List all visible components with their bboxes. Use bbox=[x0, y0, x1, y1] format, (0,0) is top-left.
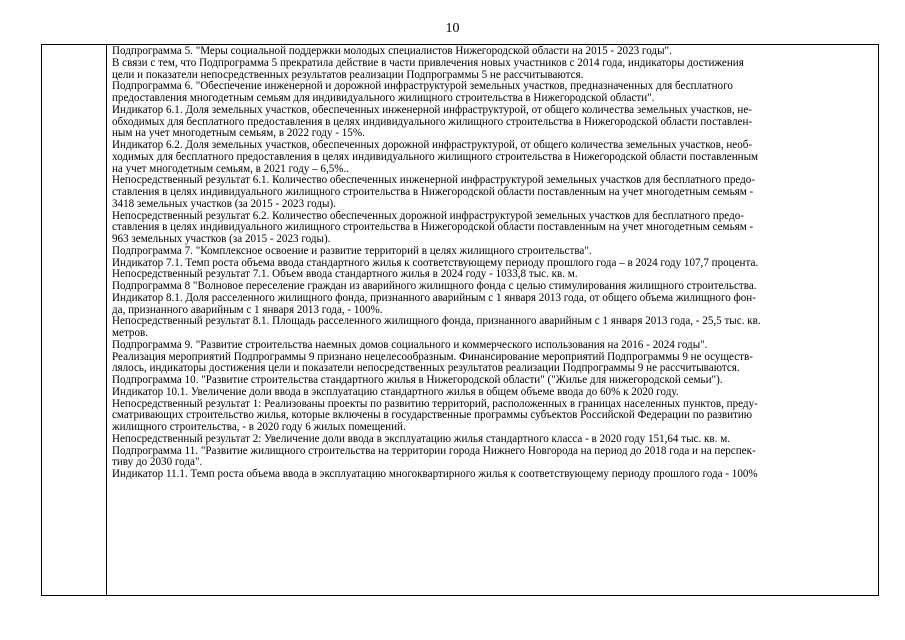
text-line: Подпрограмма 9. "Развитие строительства наемных домов социального и коммерческого использования на 2016 - 2024 годы". bbox=[112, 338, 708, 351]
text-line: Непосредственный результат 1: Реализованы проекты по развитию территорий, расположенных в границах населенных пунктов, преду- bbox=[112, 397, 758, 410]
text-line: Индикатор 8.1. Доля расселенного жилищного фонда, признанного аварийным с 1 января 2013 года, от общего объема жилищного фон- bbox=[112, 291, 756, 304]
text-line: Подпрограмма 5. "Меры социальной поддержки молодых специалистов Нижегородской области на 2015 - 2023 годы". bbox=[112, 45, 672, 57]
text-line: обходимых для бесплатного предоставления в целях индивидуального жилищного строительства в Нижегородской области поставлен- bbox=[112, 115, 753, 128]
paragraph bbox=[112, 375, 876, 387]
text-line: Подпрограмма 6. "Обеспечение инженерной и дорожной инфраструктурой земельных участков, предназначенных для бесплатного bbox=[112, 80, 733, 93]
text-line: Реализация мероприятий Подпрограммы 9 признано нецелесообразным. Финансирование мероприятий Подпрограммы 9 не осуществ- bbox=[112, 350, 753, 363]
paragraph bbox=[112, 340, 876, 352]
text-line: тиву до 2030 года". bbox=[112, 456, 203, 469]
text-line: ходимых для бесплатного предоставления в целях индивидуального жилищного строительства в Нижегородской области поставленным bbox=[112, 150, 759, 163]
text-line: Непосредственный результат 7.1. Объем ввода стандартного жилья в 2024 году - 1033,8 тыс. кв. м. bbox=[112, 268, 578, 281]
text-line: Непосредственный результат 8.1. Площадь расселенного жилищного фонда, признанного аварийным с 1 января 2013 года, - 25,5 тыс. кв. bbox=[112, 315, 761, 328]
text-line: сматривающих строительство жилья, которые включены в государственные программы субъектов Российской Федерации по развитию bbox=[112, 409, 753, 422]
paragraph bbox=[112, 446, 876, 470]
paragraph bbox=[112, 434, 876, 446]
text-line: Индикатор 6.1. Доля земельных участков, обеспеченных инженерной инфраструктурой, от общего количества земельных участков, не- bbox=[112, 103, 752, 116]
text-line: Индикатор 6.2. Доля земельных участков, обеспеченных дорожной инфраструктурой, от общего количества земельных участков, необ- bbox=[112, 139, 753, 151]
paragraph bbox=[112, 81, 876, 105]
page-number: 10 bbox=[445, 21, 460, 36]
text-line: Индикатор 10.1. Увеличение доли ввода в эксплуатацию стандартного жилья в общем объеме ввода до 60% к 2020 году. bbox=[112, 385, 679, 398]
paragraph bbox=[112, 105, 876, 140]
text-line: ставления в целях индивидуального жилищного строительства в Нижегородской области поставленным на учет многодетным семьям - bbox=[112, 221, 754, 234]
paragraph bbox=[112, 352, 876, 376]
text-line: В связи с тем, что Подпрограмма 5 прекратила действие в части привлечения новых участников с 2014 года, индикаторы достижения bbox=[112, 56, 744, 69]
table-content-cell bbox=[112, 46, 876, 481]
paragraph bbox=[112, 399, 876, 434]
text-line: Подпрограмма 7. "Комплексное освоение и развитие территорий в целях жилищного строительства". bbox=[112, 244, 592, 257]
text-line: Непосредственный результат 2: Увеличение доли ввода в эксплуатацию жилья стандартного класса - в 2020 году 151,64 тыс. кв. м. bbox=[112, 432, 730, 445]
paragraph bbox=[112, 211, 876, 246]
text-line: ставления в целях индивидуального жилищного строительства в Нижегородской области поставленным на учет многодетным семьям - bbox=[112, 186, 754, 198]
paragraph bbox=[112, 46, 876, 58]
text-line: предоставления многодетным семьям для индивидуального жилищного строительства в Нижегородской области". bbox=[112, 92, 655, 104]
text-line: Индикатор 11.1. Темп роста объема ввода в эксплуатацию многоквартирного жилья к соответствующему периоду прошлого года - 100% bbox=[112, 468, 758, 480]
table-left-column bbox=[42, 45, 107, 595]
text-line: 963 земельных участков (за 2015 - 2023 годы). bbox=[112, 233, 331, 245]
text-line: цели и показатели непосредственных результатов реализации Подпрограммы 5 не рассчитываются. bbox=[112, 68, 584, 81]
text-line: Подпрограмма 8 "Волновое переселение граждан из аварийного жилищного фонда с целью стимулирования жилищного строительства. bbox=[112, 280, 757, 292]
text-line: Индикатор 7.1. Темп роста объема ввода стандартного жилья к соответствующему периоду прошлого года – в 2024 году 107,7 процента. bbox=[112, 256, 759, 269]
text-line: метров. bbox=[112, 327, 149, 339]
paragraph bbox=[112, 140, 876, 175]
paragraph bbox=[112, 246, 876, 258]
text-line: ным на учет многодетным семьям, в 2022 году - 15%. bbox=[112, 127, 365, 140]
text-line: лялось, индикаторы достижения цели и показатели непосредственных результатов реализации Подпрограммы 9 не рассчитываются. bbox=[112, 362, 740, 375]
text-line: Подпрограмма 11. "Развитие жилищного строительства на территории города Нижнего Новгорода на период до 2018 года и на перспек- bbox=[112, 444, 756, 457]
paragraph bbox=[112, 281, 876, 293]
paragraph bbox=[112, 58, 876, 82]
text-line: да, признанного аварийным с 1 января 2013 года, - 100%. bbox=[112, 303, 383, 316]
paragraph bbox=[112, 316, 876, 340]
text-line: Подпрограмма 10. "Развитие строительства стандартного жилья в Нижегородской области" ("Жилье для нижегородской семьи"). bbox=[112, 374, 723, 386]
paragraph bbox=[112, 293, 876, 317]
paragraph bbox=[112, 469, 876, 481]
text-line: на учет многодетным семьям, в 2021 году – 6,5%.. bbox=[112, 162, 350, 175]
text-line: Непосредственный результат 6.1. Количество обеспеченных инженерной инфраструктурой земельных участков для бесплатного предо- bbox=[112, 174, 756, 187]
paragraph bbox=[112, 175, 876, 210]
text-line: жилищного строительства, - в 2020 году 6 жилых помещений. bbox=[112, 421, 406, 433]
text-line: Непосредственный результат 6.2. Количество обеспеченных дорожной инфраструктурой земельных участков для бесплатного предо- bbox=[112, 209, 744, 222]
document-table bbox=[41, 44, 879, 596]
text-line: 3418 земельных участков (за 2015 - 2023 годы). bbox=[112, 197, 336, 210]
paragraph bbox=[112, 387, 876, 399]
